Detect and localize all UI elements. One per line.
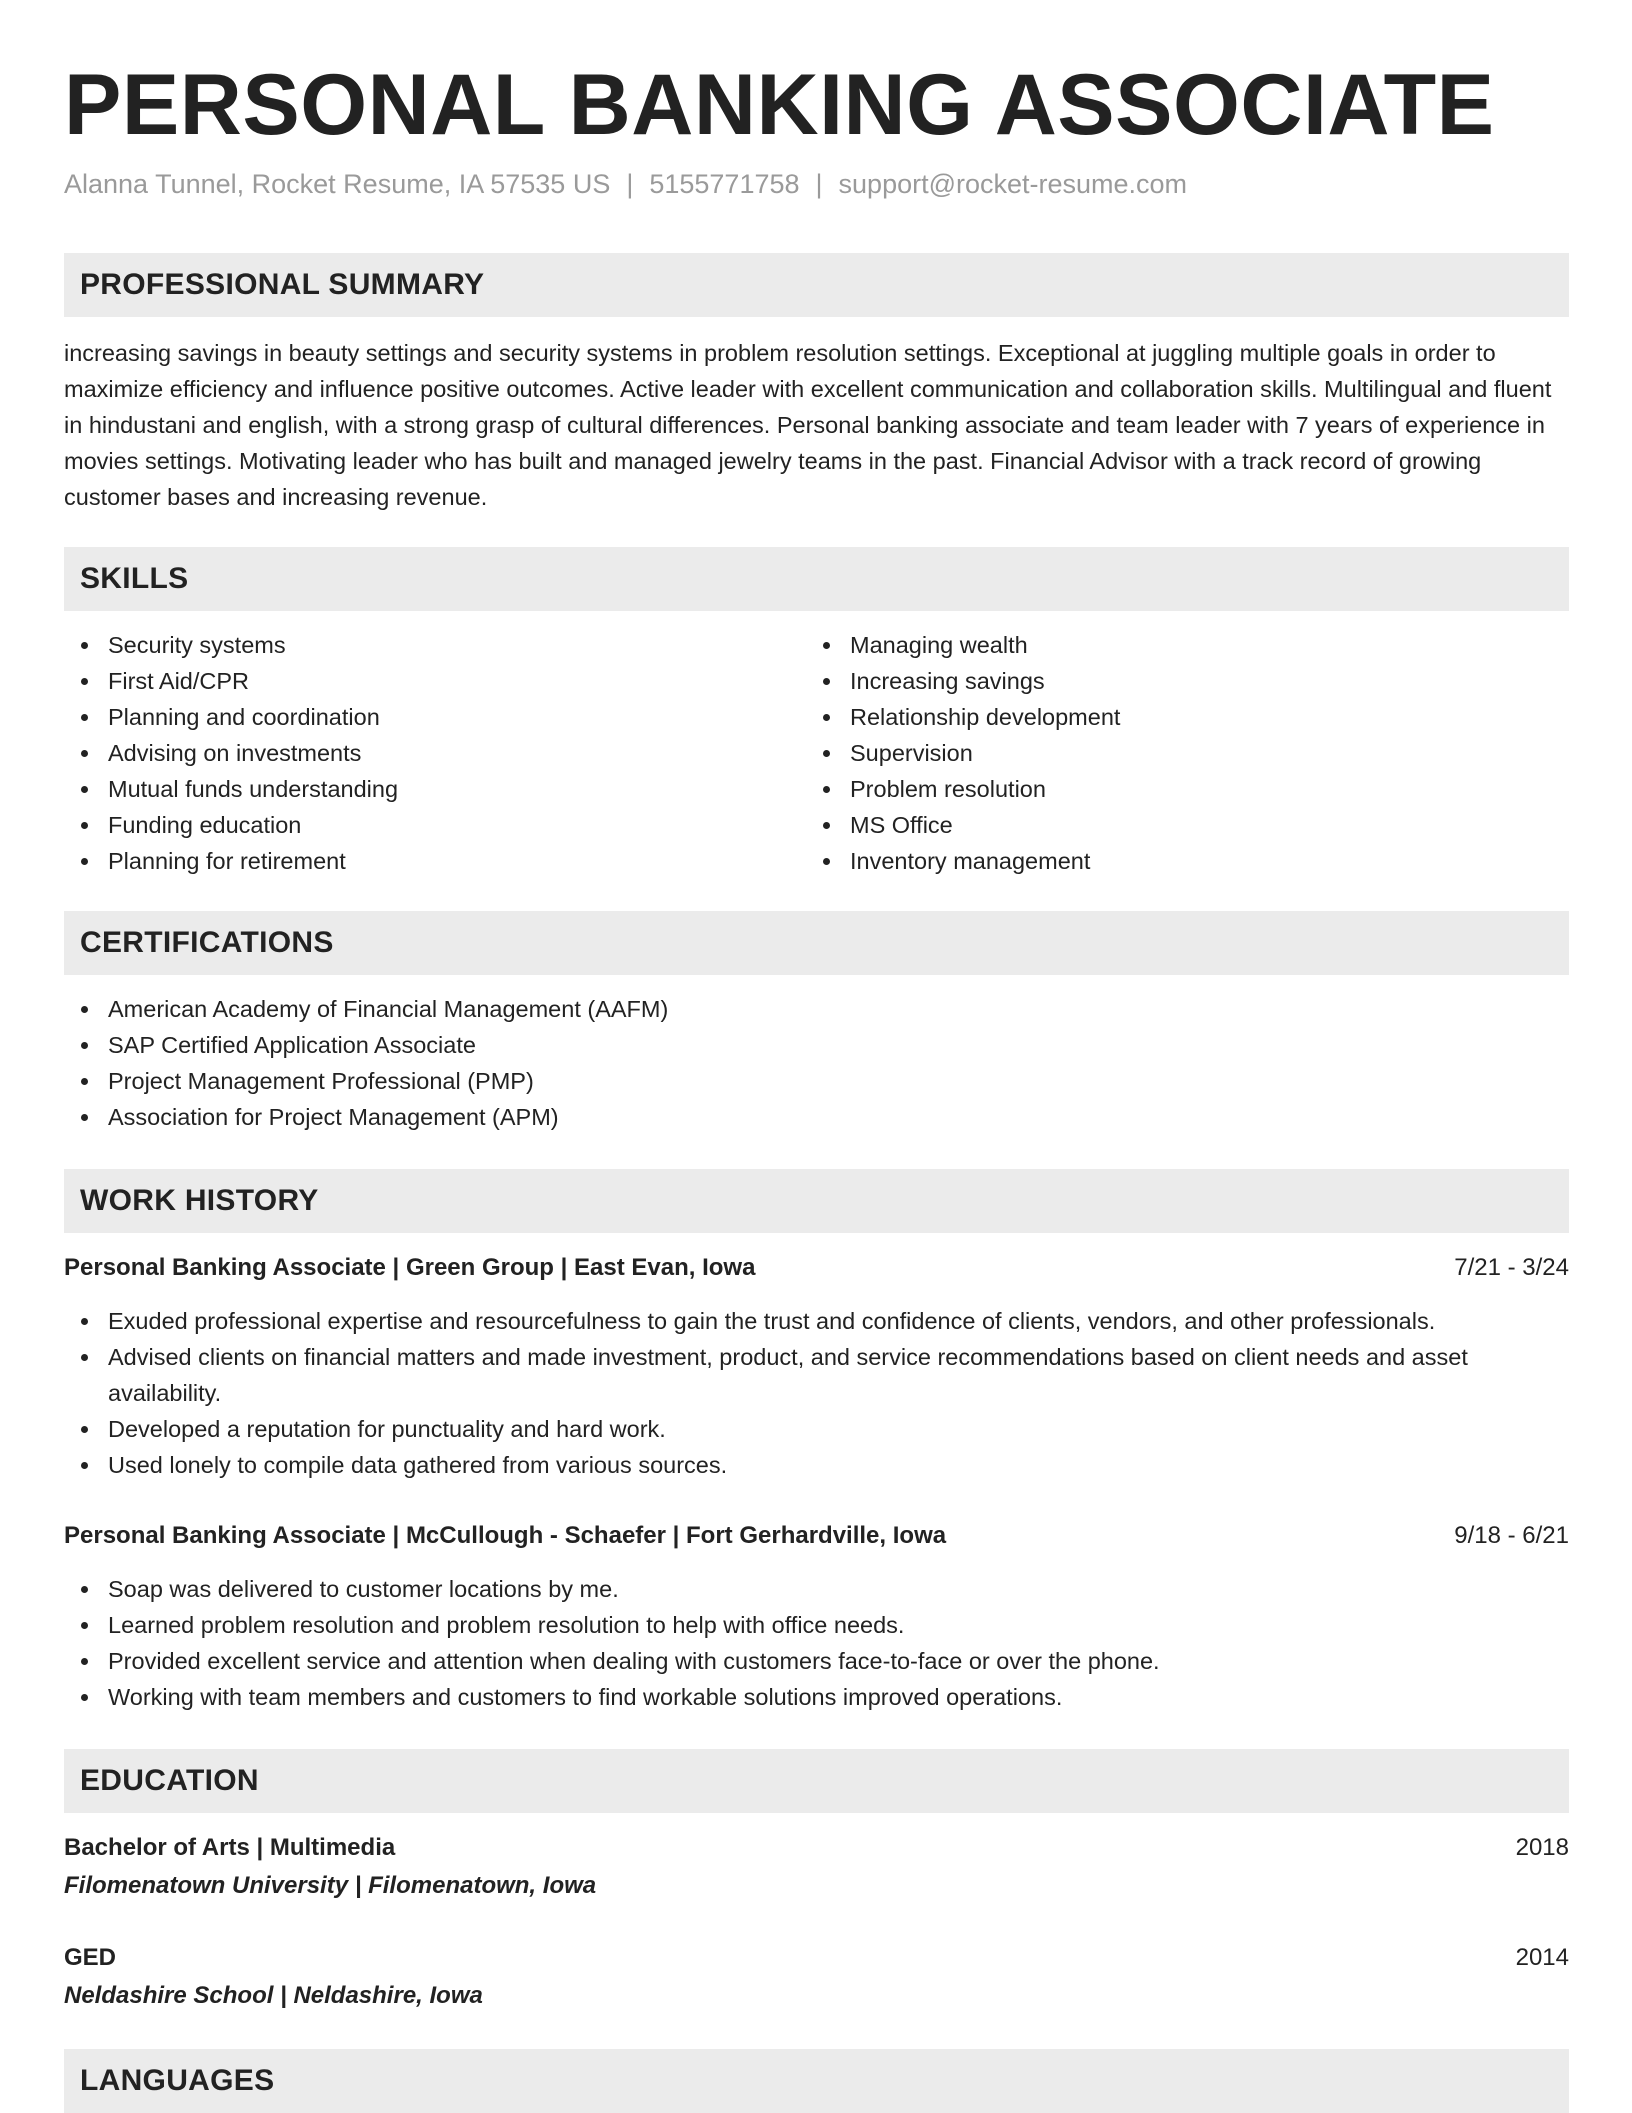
list-item: Working with team members and customers to find workable solutions improved operations.	[64, 1679, 1569, 1715]
list-item: Security systems	[64, 627, 804, 663]
list-item: SAP Certified Application Associate	[64, 1027, 1569, 1063]
education-degree: Bachelor of Arts | Multimedia	[64, 1834, 396, 1861]
section-header-summary	[64, 253, 1569, 317]
list-item: Used lonely to compile data gathered from various sources.	[64, 1447, 1569, 1483]
list-item: First Aid/CPR	[64, 663, 804, 699]
list-item: Soap was delivered to customer locations by me.	[64, 1571, 1569, 1607]
contact-separator: |	[626, 169, 634, 199]
education-year: 2014	[1515, 1944, 1569, 1971]
section-header-skills	[64, 547, 1569, 611]
contact-address: Alanna Tunnel, Rocket Resume, IA 57535 US	[64, 169, 611, 199]
section-heading: SKILLS	[80, 562, 189, 595]
job-dates: 9/18 - 6/21	[1454, 1522, 1569, 1549]
contact-separator: |	[815, 169, 823, 199]
list-item: Inventory management	[806, 843, 1566, 879]
summary-text: increasing savings in beauty settings and security systems in problem resolution settings. Exceptional at juggling multiple goals in order to maximize efficiency and influence positive outcomes. Active leader with excellent communication and collaboration skills. Multilingual and fluent in hindustani and english, with a strong grasp of cultural differences. Personal banking associate and team leader with 7 years of experience in movies settings. Motivating leader who has built and managed jewelry teams in the past. Financial Advisor with a track record of growing customer bases and increasing revenue.	[64, 340, 1552, 510]
education-degree: GED	[64, 1944, 117, 1971]
list-item: Mutual funds understanding	[64, 771, 804, 807]
education-year: 2018	[1515, 1834, 1569, 1861]
section-header-education	[64, 1749, 1569, 1813]
contact-email[interactable]: support@rocket-resume.com	[838, 169, 1188, 199]
skills-list-left	[64, 627, 804, 879]
job-title: Personal Banking Associate | Green Group | East Evan, Iowa	[64, 1254, 756, 1281]
job-dates: 7/21 - 3/24	[1454, 1254, 1569, 1281]
list-item: Developed a reputation for punctuality and hard work.	[64, 1411, 1569, 1447]
list-item: Association for Project Management (APM)	[64, 1099, 1569, 1135]
education-school: Filomenatown University | Filomenatown, Iowa	[64, 1872, 597, 1899]
list-item: Managing wealth	[806, 627, 1566, 663]
education-school: Neldashire School | Neldashire, Iowa	[64, 1982, 483, 2009]
list-item: Supervision	[806, 735, 1566, 771]
list-item: Advised clients on financial matters and made investment, product, and service recommendations based on client needs and asset availability.	[64, 1339, 1569, 1411]
list-item: Planning and coordination	[64, 699, 804, 735]
skills-list-right	[806, 627, 1566, 879]
section-heading: EDUCATION	[80, 1764, 259, 1797]
list-item: MS Office	[806, 807, 1566, 843]
job-bullets	[64, 1571, 1569, 1715]
section-header-languages	[64, 2049, 1569, 2113]
section-heading: LANGUAGES	[80, 2064, 275, 2097]
section-heading: CERTIFICATIONS	[80, 926, 334, 959]
list-item: Problem resolution	[806, 771, 1566, 807]
job-bullets	[64, 1303, 1569, 1483]
section-heading: PROFESSIONAL SUMMARY	[80, 268, 485, 301]
contact-line	[64, 165, 1187, 203]
resume-title: PERSONAL BANKING ASSOCIATE	[64, 57, 1495, 153]
contact-phone: 5155771758	[649, 169, 800, 199]
list-item: Advising on investments	[64, 735, 804, 771]
section-header-certifications	[64, 911, 1569, 975]
list-item: Funding education	[64, 807, 804, 843]
list-item: Planning for retirement	[64, 843, 804, 879]
list-item: American Academy of Financial Management (AAFM)	[64, 991, 1569, 1027]
list-item: Increasing savings	[806, 663, 1566, 699]
list-item: Project Management Professional (PMP)	[64, 1063, 1569, 1099]
section-header-work-history	[64, 1169, 1569, 1233]
certifications-list	[64, 991, 1569, 1135]
list-item: Provided excellent service and attention when dealing with customers face-to-face or over the phone.	[64, 1643, 1569, 1679]
list-item: Relationship development	[806, 699, 1566, 735]
job-title: Personal Banking Associate | McCullough - Schaefer | Fort Gerhardville, Iowa	[64, 1522, 947, 1549]
list-item: Learned problem resolution and problem resolution to help with office needs.	[64, 1607, 1569, 1643]
section-heading: WORK HISTORY	[80, 1184, 319, 1217]
list-item: Exuded professional expertise and resourcefulness to gain the trust and confidence of clients, vendors, and other professionals.	[64, 1303, 1569, 1339]
